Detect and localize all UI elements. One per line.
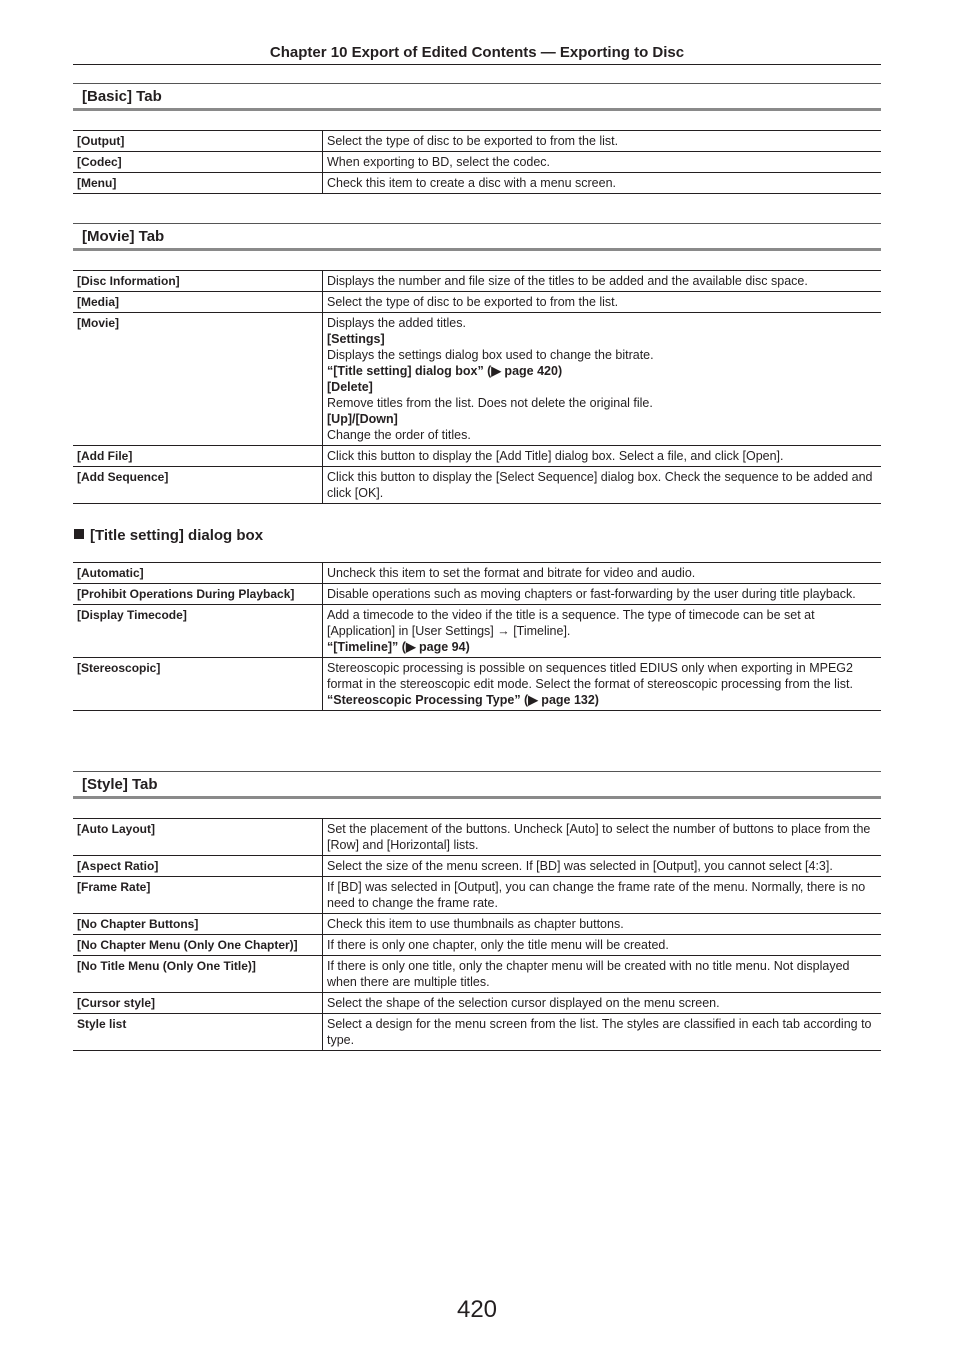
table-row (73, 856, 881, 877)
row-key: [No Chapter Menu (Only One Chapter)] (73, 935, 323, 956)
row-key: [Disc Information] (73, 271, 323, 292)
up-down-subheading: [Up]/[Down] (327, 412, 398, 426)
movie-tab-title: [Movie] Tab (82, 228, 165, 245)
delete-subheading: [Delete] (327, 380, 373, 394)
row-description: Stereoscopic processing is possible on sequences titled EDIUS only when exporting in MPEG2 format in the stereoscopic edit mode. Select the format of stereoscopic processing from the list. “Stereoscopic Processing Type” (▶ page 132) (323, 658, 882, 711)
table-row (73, 467, 881, 504)
chapter-header: Chapter 10 Export of Edited Contents — Exporting to Disc (73, 44, 881, 65)
title-setting-title: [Title setting] dialog box (90, 527, 264, 544)
table-row (73, 563, 881, 584)
row-description: Disable operations such as moving chapters or fast-forwarding by the user during title playback. (323, 584, 882, 605)
title-setting-table (73, 562, 881, 711)
title-setting-heading (74, 527, 263, 545)
basic-tab-table (73, 130, 881, 194)
basic-tab-title: [Basic] Tab (82, 88, 162, 105)
row-key: [Stereoscopic] (73, 658, 323, 711)
row-key: [Frame Rate] (73, 877, 323, 914)
page-number: 420 (456, 1296, 498, 1323)
row-description: Click this button to display the [Add Title] dialog box. Select a file, and click [Open]. (323, 446, 882, 467)
row-description: When exporting to BD, select the codec. (323, 152, 882, 173)
row-key: [Codec] (73, 152, 323, 173)
movie-tab-table (73, 270, 881, 504)
row-description: Displays the number and file size of the titles to be added and the available disc space. (323, 271, 882, 292)
row-description: Uncheck this item to set the format and bitrate for video and audio. (323, 563, 882, 584)
table-row (73, 658, 881, 711)
row-key: [Automatic] (73, 563, 323, 584)
row-description: Select the size of the menu screen. If [BD] was selected in [Output], you cannot select [4:3]. (323, 856, 882, 877)
table-row (73, 271, 881, 292)
row-description: Add a timecode to the video if the title is a sequence. The type of timecode can be set at [Application] in [User Settings] → [Timeline]. “[Timeline]” (▶ page 94) (323, 605, 882, 658)
table-row (73, 914, 881, 935)
table-row (73, 993, 881, 1014)
row-key: [Cursor style] (73, 993, 323, 1014)
row-key: [Display Timecode] (73, 605, 323, 658)
movie-tab-heading (73, 223, 881, 251)
row-key: [Movie] (73, 313, 323, 446)
row-description: Select a design for the menu screen from the list. The styles are classified in each tab according to type. (323, 1014, 882, 1051)
row-description: If [BD] was selected in [Output], you can change the frame rate of the menu. Normally, there is no need to change the frame rate. (323, 877, 882, 914)
settings-subheading: [Settings] (327, 332, 385, 346)
row-key: [Add Sequence] (73, 467, 323, 504)
timeline-link[interactable]: “[Timeline]” (▶ page 94) (327, 640, 470, 654)
row-key: [Media] (73, 292, 323, 313)
row-key: [No Chapter Buttons] (73, 914, 323, 935)
table-row (73, 152, 881, 173)
style-tab-table (73, 818, 881, 1051)
table-row (73, 584, 881, 605)
square-bullet-icon (74, 529, 84, 539)
row-key: [Auto Layout] (73, 819, 323, 856)
title-setting-link[interactable]: “[Title setting] dialog box” (▶ page 420) (327, 364, 563, 378)
row-key: [Prohibit Operations During Playback] (73, 584, 323, 605)
row-key: [Aspect Ratio] (73, 856, 323, 877)
basic-tab-heading (73, 83, 881, 111)
row-description: Select the type of disc to be exported to from the list. (323, 292, 882, 313)
row-key: [Menu] (73, 173, 323, 194)
row-description: If there is only one title, only the chapter menu will be created with no title menu. Not displayed when there are multiple titles. (323, 956, 882, 993)
table-row (73, 819, 881, 856)
row-description: If there is only one chapter, only the title menu will be created. (323, 935, 882, 956)
table-row (73, 605, 881, 658)
table-row (73, 292, 881, 313)
table-row (73, 173, 881, 194)
table-row (73, 446, 881, 467)
stereoscopic-link[interactable]: “Stereoscopic Processing Type” (▶ page 132) (327, 693, 599, 707)
table-row (73, 131, 881, 152)
style-tab-heading (73, 771, 881, 799)
row-description: Check this item to use thumbnails as chapter buttons. (323, 914, 882, 935)
table-row (73, 956, 881, 993)
table-row (73, 935, 881, 956)
row-key: Style list (73, 1014, 323, 1051)
row-description: Check this item to create a disc with a menu screen. (323, 173, 882, 194)
row-description: Select the type of disc to be exported to from the list. (323, 131, 882, 152)
row-description: Select the shape of the selection cursor displayed on the menu screen. (323, 993, 882, 1014)
row-description: Click this button to display the [Select Sequence] dialog box. Check the sequence to be added and click [OK]. (323, 467, 882, 504)
row-key: [Add File] (73, 446, 323, 467)
row-description: Displays the added titles. [Settings] Displays the settings dialog box used to change the bitrate. “[Title setting] dialog box” (▶ page 420) [Delete] Remove titles from the list. Does not delete the original file. [Up]/[Down] Change the order of titles. (323, 313, 882, 446)
table-row (73, 313, 881, 446)
style-tab-title: [Style] Tab (82, 776, 158, 793)
row-key: [Output] (73, 131, 323, 152)
row-key: [No Title Menu (Only One Title)] (73, 956, 323, 993)
table-row (73, 877, 881, 914)
row-description: Set the placement of the buttons. Uncheck [Auto] to select the number of buttons to place from the [Row] and [Horizontal] lists. (323, 819, 882, 856)
table-row (73, 1014, 881, 1051)
